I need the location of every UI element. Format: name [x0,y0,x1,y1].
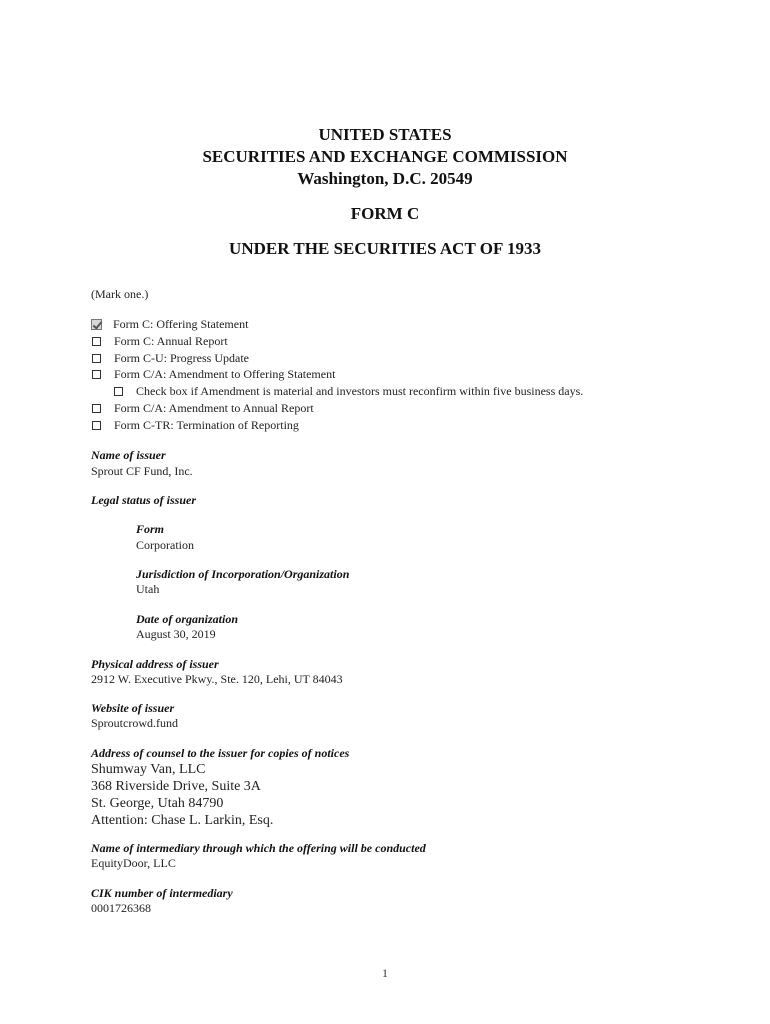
counsel-line-1: Shumway Van, LLC [91,762,206,777]
checkbox-icon[interactable] [92,337,101,346]
option-label: Check box if Amendment is material and investors must reconfirm within five business days. [136,383,584,398]
act-title: UNDER THE SECURITIES ACT OF 1933 [229,239,541,258]
option-label: Form C: Offering Statement [113,316,249,331]
intermediary-name-value: EquityDoor, LLC [91,856,176,870]
option-label: Form C/A: Amendment to Annual Report [114,400,314,415]
checkbox-icon[interactable] [114,387,123,396]
option-label: Form C-U: Progress Update [114,350,249,365]
counsel-line-4: Attention: Chase L. Larkin, Esq. [91,813,274,828]
option-annual-report[interactable] [92,333,228,349]
counsel-label: Address of counsel to the issuer for copies of notices [91,746,350,760]
cik-value: 0001726368 [91,901,151,915]
header-commission: SECURITIES AND EXCHANGE COMMISSION [202,147,568,166]
page-number: 1 [382,966,388,980]
physical-address-label: Physical address of issuer [91,657,219,671]
header-country: UNITED STATES [318,125,452,144]
physical-address-value: 2912 W. Executive Pkwy., Ste. 120, Lehi, UT 84043 [91,672,343,686]
jurisdiction-label: Jurisdiction of Incorporation/Organization [136,567,350,581]
checkbox-icon[interactable] [92,421,101,430]
intermediary-name-label: Name of intermediary through which the offering will be conducted [91,841,426,855]
form-label: Form [136,522,165,536]
checkbox-icon[interactable] [92,354,101,363]
option-termination[interactable] [92,417,299,433]
header-location: Washington, D.C. 20549 [297,169,473,188]
form-title: FORM C [350,204,420,223]
legal-status-label: Legal status of issuer [91,493,197,507]
option-label: Form C: Annual Report [114,333,228,348]
form-value: Corporation [136,538,194,552]
option-amendment-offering[interactable] [92,366,335,382]
option-offering-statement[interactable] [91,316,248,332]
cik-label: CIK number of intermediary [91,886,233,900]
website-value: Sproutcrowd.fund [91,716,178,730]
date-of-organization-label: Date of organization [136,612,239,626]
website-label: Website of issuer [91,701,175,715]
counsel-line-3: St. George, Utah 84790 [91,796,224,811]
date-of-organization-value: August 30, 2019 [136,627,216,641]
jurisdiction-value: Utah [136,582,160,596]
issuer-name-label: Name of issuer [91,448,166,462]
option-progress-update[interactable] [92,350,249,366]
option-label: Form C/A: Amendment to Offering Statement [114,366,336,381]
checked-checkbox-icon[interactable] [91,319,102,330]
option-label: Form C-TR: Termination of Reporting [114,417,299,432]
checkbox-icon[interactable] [92,404,101,413]
mark-one-instruction: (Mark one.) [91,287,149,301]
option-amendment-annual[interactable] [92,400,314,416]
checkbox-icon[interactable] [92,370,101,379]
option-material-amendment[interactable] [114,383,583,399]
counsel-line-2: 368 Riverside Drive, Suite 3A [91,779,261,794]
issuer-name: Sprout CF Fund, Inc. [91,464,193,478]
